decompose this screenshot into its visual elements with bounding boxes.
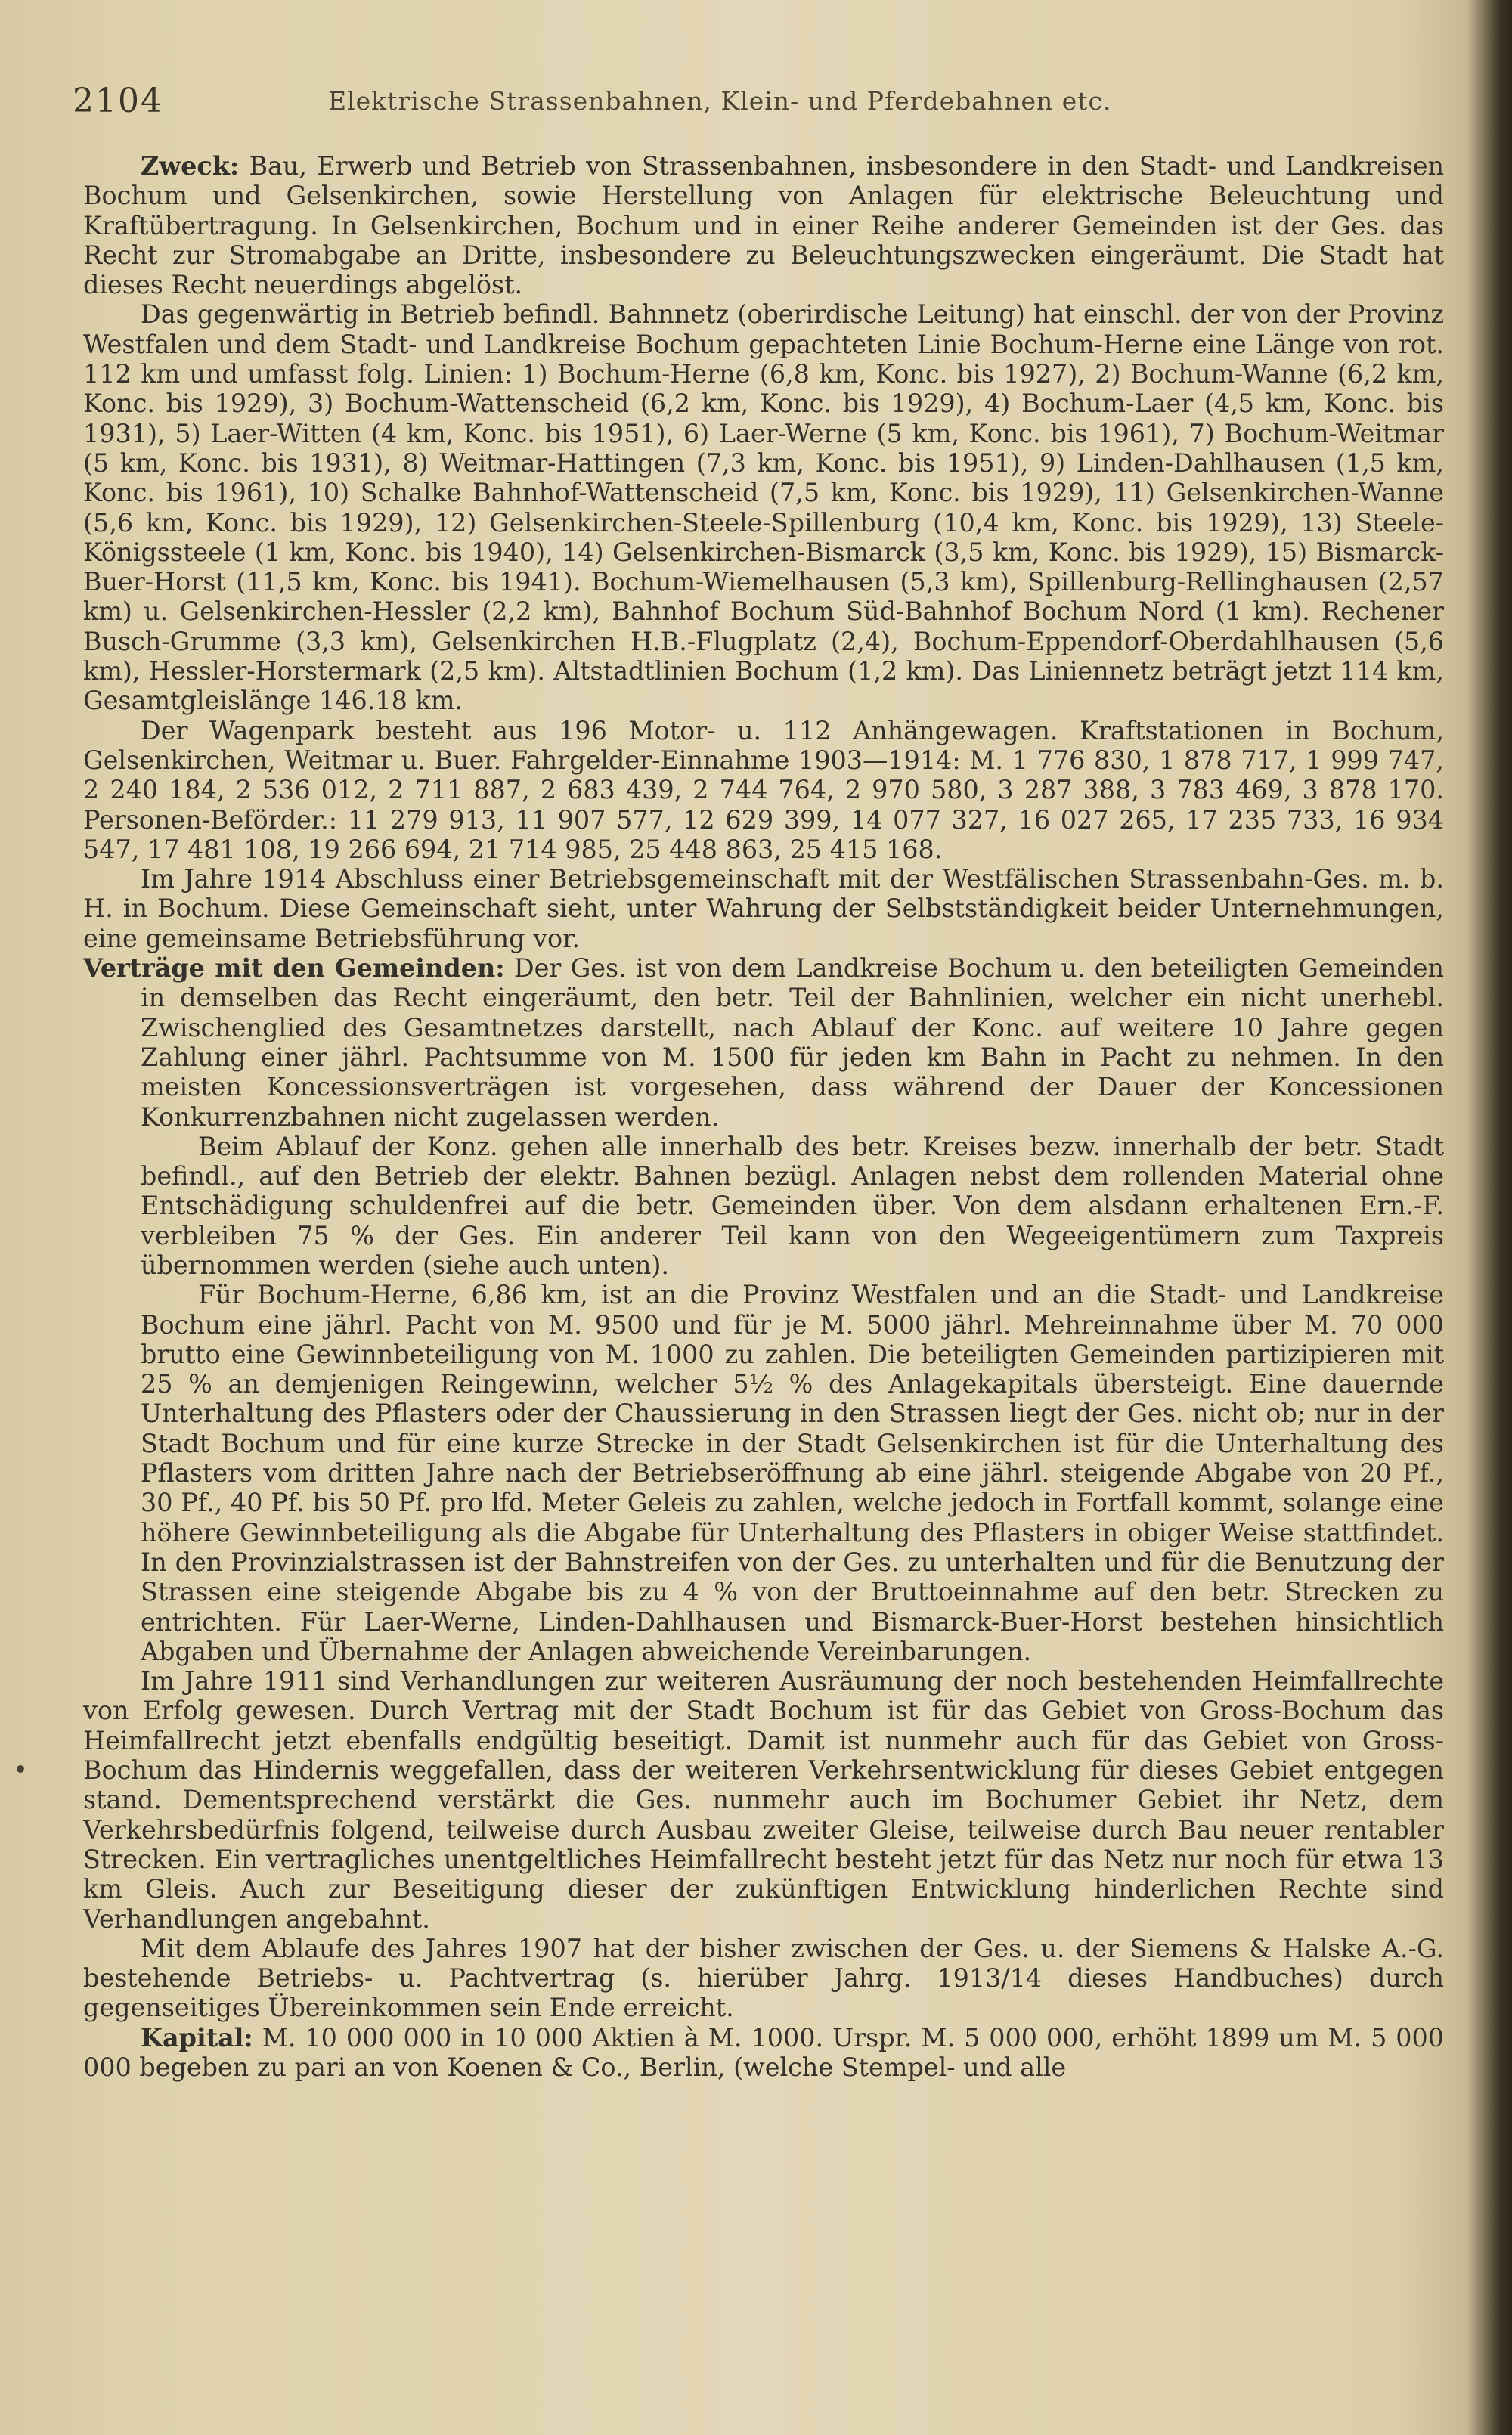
paragraph-zweck <box>83 151 1444 299</box>
paragraph-ablauf <box>83 1132 1444 1280</box>
body-text <box>83 151 1444 2082</box>
paragraph-bahnnetz <box>83 299 1444 715</box>
paragraph-siemens <box>83 1934 1444 2023</box>
paragraph-text: Im Jahre 1914 Abschluss einer Betriebsgemeinschaft mit der Westfälischen Strassenbahn-Ges. m. b. H. in Bochum. Diese Gemeinschaft sieht, unter Wahrung der Selbstständigkeit beider Unternehmungen, eine gemeinsame Betriebsführung vor. <box>83 864 1444 953</box>
paragraph-text: Für Bochum-Herne, 6,86 km, ist an die Provinz Westfalen und an die Stadt- und Landkreise Bochum eine jährl. Pacht von M. 9500 und für je M. 5000 jährl. Mehreinnahme über M. 70 000 brutto eine Gewinnbeteiligung von M. 1000 zu zahlen. Die beteiligten Gemeinden partizipieren mit 25 % an demjenigen Reingewinn, welcher 5½ % des Anlagekapitals übersteigt. Eine dauernde Unterhaltung des Pflasters oder der Chaussierung in den Strassen liegt der Ges. nicht ob; nur in der Stadt Bochum und für eine kurze Strecke in der Stadt Gelsenkirchen ist für die Unterhaltung des Pflasters vom dritten Jahre nach der Betriebseröffnung ab eine jährl. steigende Abgabe von 20 Pf., 30 Pf., 40 Pf. bis 50 Pf. pro lfd. Meter Geleis zu zahlen, welche jedoch in Fortfall kommt, solange eine höhere Gewinnbeteiligung als die Abgabe für Unterhaltung des Pflasters in obiger Weise stattfindet. In den Provinzialstrassen ist der Bahnstreifen von der Ges. zu unterhalten und für die Benutzung der Strassen eine steigende Abgabe bis zu 4 % von der Bruttoeinnahme auf den betr. Strecken zu entrichten. Für Laer-Werne, Linden-Dahlhausen und Bismarck-Buer-Horst bestehen hinsichtlich Abgaben und Übernahme der Anlagen abweichende Vereinbarungen. <box>141 1280 1444 1666</box>
paragraph-text: M. 10 000 000 in 10 000 Aktien à M. 1000. Urspr. M. 5 000 000, erhöht 1899 um M. 5 000 000 begeben zu pari an von Koenen & Co., Berlin, (welche Stempel- und alle <box>83 2022 1444 2082</box>
paragraph-wagenpark <box>83 716 1444 864</box>
paragraph-text: Bau, Erwerb und Betrieb von Strassenbahnen, insbesondere in den Stadt- und Landkreisen Bochum und Gelsenkirchen, sowie Herstellung von Anlagen für elektrische Beleuchtung und Kraftübertragung. In Gelsenkirchen, Bochum und in einer Reihe anderer Gemeinden ist der Ges. das Recht zur Stromabgabe an Dritte, insbesondere zu Beleuchtungszwecken eingeräumt. Die Stadt hat dieses Recht neuerdings abgelöst. <box>83 151 1444 300</box>
section-lead: Kapital: <box>141 2022 253 2052</box>
paragraph-bochum-herne <box>83 1280 1444 1666</box>
running-title: Elektrische Strassenbahnen, Klein- und Pferdebahnen etc. <box>328 86 1112 116</box>
section-lead: Zweck: <box>141 151 240 181</box>
paragraph-text: Beim Ablauf der Konz. gehen alle innerhalb des betr. Kreises bezw. innerhalb der betr. Stadt befindl., auf den Betrieb der elektr. Bahnen bezügl. Anlagen nebst dem rollenden Material ohne Entschädigung schuldenfrei auf die betr. Gemeinden über. Von dem alsdann erhaltenen Ern.-F. verbleiben 75 % der Ges. Ein anderer Teil kann von den Wegeeigentümern zum Taxpreis übernommen werden (siehe auch unten). <box>141 1131 1444 1280</box>
page-number: 2104 <box>73 82 163 120</box>
paragraph-kapital <box>83 2023 1444 2083</box>
page-header <box>73 82 1456 127</box>
paragraph-text: Der Wagenpark besteht aus 196 Motor- u. 112 Anhängewagen. Kraftstationen in Bochum, Gelsenkirchen, Weitmar u. Buer. Fahrgelder-Einnahme 1903—1914: M. 1 776 830, 1 878 717, 1 999 747, 2 240 184, 2 536 012, 2 711 887, 2 683 439, 2 744 764, 2 970 580, 3 287 388, 3 783 469, 3 878 170. Personen-Beförder.: 11 279 913, 11 907 577, 12 629 399, 14 077 327, 16 027 265, 17 235 733, 16 934 547, 17 481 108, 19 266 694, 21 714 985, 25 448 863, 25 415 168. <box>83 715 1444 864</box>
paragraph-vertraege <box>83 953 1444 1132</box>
paragraph-heimfall <box>83 1666 1444 1934</box>
paragraph-text: Mit dem Ablaufe des Jahres 1907 hat der bisher zwischen der Ges. u. der Siemens & Halske A.-G. bestehende Betriebs- u. Pachtvertrag (s. hierüber Jahrg. 1913/14 dieses Handbuches) durch gegenseitiges Übereinkommen sein Ende erreicht. <box>83 1933 1444 2023</box>
section-lead: Verträge mit den Gemeinden: <box>83 953 505 984</box>
paragraph-text: Im Jahre 1911 sind Verhandlungen zur weiteren Ausräumung der noch bestehenden Heimfallrechte von Erfolg gewesen. Durch Vertrag mit der Stadt Bochum ist für das Gebiet von Gross-Bochum das Heimfallrecht jetzt ebenfalls endgültig beseitigt. Damit ist nunmehr auch für das Gebiet von Gross-Bochum das Hindernis weggefallen, dass der weiteren Verkehrsentwicklung für dieses Gebiet entgegen stand. Dementsprechend verstärkt die Ges. nunmehr auch im Bochumer Gebiet ihr Netz, dem Verkehrsbedürfnis folgend, teilweise durch Ausbau zweiter Gleise, teilweise durch Bau neuer rentabler Strecken. Ein vertragliches unentgeltliches Heimfallrecht besteht jetzt für das Netz nur noch für etwa 13 km Gleis. Auch zur Beseitigung dieser der zukünftigen Entwicklung hinderlichen Rechte sind Verhandlungen angebahnt. <box>83 1666 1444 1934</box>
margin-dot <box>17 1765 24 1773</box>
paragraph-betriebsgemeinschaft <box>83 864 1444 953</box>
paragraph-text: Der Ges. ist von dem Landkreise Bochum u. den beteiligten Gemeinden in demselben das Recht eingeräumt, den betr. Teil der Bahnlinien, welcher ein nicht unerhebl. Zwischenglied des Gesamtnetzes darstellt, nach Ablauf der Konc. auf weitere 10 Jahre gegen Zahlung einer jährl. Pachtsumme von M. 1500 für jeden km Bahn in Pacht zu nehmen. In den meisten Koncessionsverträgen ist vorgesehen, dass während der Dauer der Koncessionen Konkurrenzbahnen nicht zugelassen werden. <box>141 953 1444 1132</box>
paragraph-text: Das gegenwärtig in Betrieb befindl. Bahnnetz (oberirdische Leitung) hat einschl. der von der Provinz Westfalen und dem Stadt- und Landkreise Bochum gepachteten Linie Bochum-Herne eine Länge von rot. 112 km und umfasst folg. Linien: 1) Bochum-Herne (6,8 km, Konc. bis 1927), 2) Bochum-Wanne (6,2 km, Konc. bis 1929), 3) Bochum-Wattenscheid (6,2 km, Konc. bis 1929), 4) Bochum-Laer (4,5 km, Konc. bis 1931), 5) Laer-Witten (4 km, Konc. bis 1951), 6) Laer-Werne (5 km, Konc. bis 1961), 7) Bochum-Weitmar (5 km, Konc. bis 1931), 8) Weitmar-Hattingen (7,3 km, Konc. bis 1951), 9) Linden-Dahlhausen (1,5 km, Konc. bis 1961), 10) Schalke Bahnhof-Wattenscheid (7,5 km, Konc. bis 1929), 11) Gelsenkirchen-Wanne (5,6 km, Konc. bis 1929), 12) Gelsenkirchen-Steele-Spillenburg (10,4 km, Konc. bis 1929), 13) Steele-Königssteele (1 km, Konc. bis 1940), 14) Gelsenkirchen-Bismarck (3,5 km, Konc. bis 1929), 15) Bismarck-Buer-Horst (11,5 km, Konc. bis 1941). Bochum-Wiemelhausen (5,3 km), Spillenburg-Rellinghausen (2,57 km) u. Gelsenkirchen-Hessler (2,2 km), Bahnhof Bochum Süd-Bahnhof Bochum Nord (1 km). Rechener Busch-Grumme (3,3 km), Gelsenkirchen H.B.-Flugplatz (2,4), Bochum-Eppendorf-Oberdahlhausen (5,6 km), Hessler-Horstermark (2,5 km). Altstadtlinien Bochum (1,2 km). Das Liniennetz beträgt jetzt 114 km, Gesamtgleislänge 146.18 km. <box>83 299 1444 716</box>
